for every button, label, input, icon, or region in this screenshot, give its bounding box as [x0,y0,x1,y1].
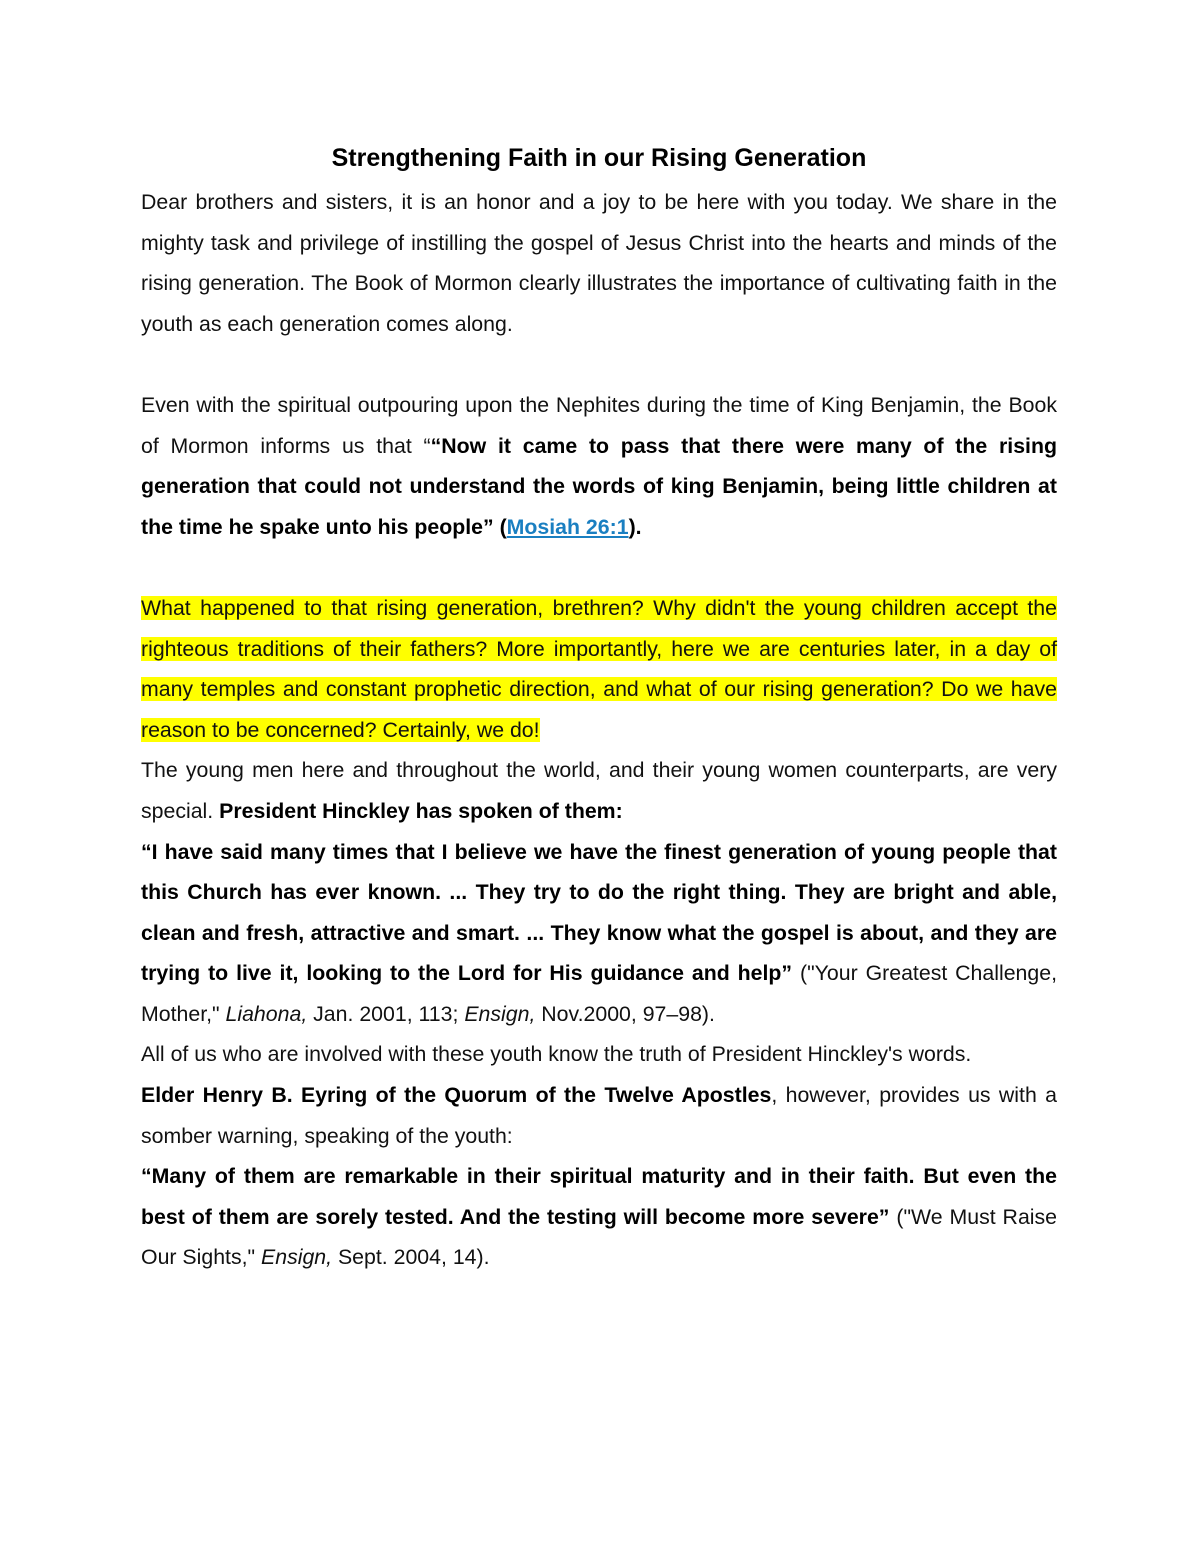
paragraph-king-benjamin [141,385,1057,547]
citation-text: ("We Must Raise Our Sights," [141,1204,1058,1270]
citation-text: Nov.2000, 97–98). [535,1001,715,1026]
eyring-quote: “Many of them are remarkable in their spiritual maturity and in their faith. But even the best of them are sorely tested. And the testing will become more severe” [141,1164,1057,1229]
citation-italic: Ensign, [464,1001,536,1026]
paragraph-all-of-us: All of us who are involved with these youth know the truth of President Hinckley's words. [141,1042,972,1067]
paragraph-text: Even with the spiritual outpouring upon the Nephites during the time of King Benjamin, the Book of Mormon informs us that “ [141,392,1057,458]
paragraph-spacer [141,344,1057,385]
citation-italic: Ensign, [261,1245,333,1270]
bold-text: President Hinckley has spoken of them: [219,798,623,823]
paragraph-text: , however, provides us with a somber warning, speaking of the youth: [141,1083,1058,1148]
document-title: Strengthening Faith in our Rising Generation [331,144,867,172]
highlighted-text: What happened to that rising generation, brethren? Why didn't the young children accept the righteous traditions of their fathers? More importantly, here we are centuries later, in a day of many temples and constant prophetic direction, and what of our rising generation? Do we have reason to be concerned? Certainly, we do! [141,595,1057,742]
paragraph-spacer [141,547,1057,588]
paragraph-eyring [141,1075,1057,1156]
citation-text: Sept. 2004, 14). [332,1245,490,1270]
citation-italic: Liahona, [225,1001,308,1026]
paragraph-hinckley-quote [141,832,1057,1035]
scripture-link-mosiah[interactable]: Mosiah 26:1 [506,514,629,539]
citation-text: ("Your Greatest Challenge, Mother," [141,961,1058,1026]
paragraph-text: The young men here and throughout the world, and their young women counterparts, are very special. [141,758,1057,823]
bold-text: Elder Henry B. Eyring of the Quorum of the Twelve Apostles [141,1083,772,1108]
paragraph-intro: Dear brothers and sisters, it is an honor and a joy to be here with you today. We share in the mighty task and privilege of instilling the gospel of Jesus Christ into the hearts and minds of the rising generation. The Book of Mormon clearly illustrates the importance of cultivating faith in the youth as each generation comes along. [141,190,1057,336]
paragraph-eyring-quote [141,1156,1057,1278]
scripture-quote: “Now it came to pass that there were many of the rising generation that could not understand the words of king Benjamin, being little children at the time he spake unto his people” ( [141,433,1057,539]
paragraph-highlighted-questions [141,588,1057,750]
hinckley-quote: “I have said many times that I believe we have the finest generation of young people that this Church has ever known. ... They try to do the right thing. They are bright and able, clean and fresh, attractive and smart. ... They know what the gospel is about, and they are trying to live it, looking to the Lord for His guidance and help” [141,839,1057,986]
scripture-quote-close: ). [628,514,642,539]
citation-text: Jan. 2001, 113; [307,1001,465,1026]
paragraph-young-men [141,750,1057,831]
document-page [141,138,1057,1278]
